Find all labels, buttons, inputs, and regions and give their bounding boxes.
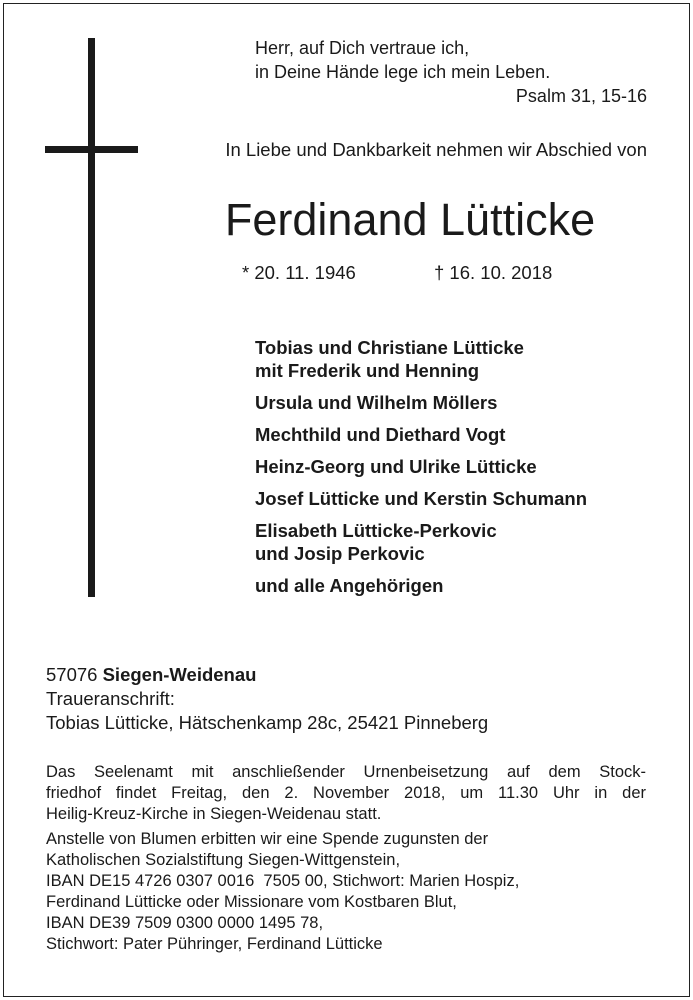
mourner-entry (255, 455, 587, 478)
mourner-entry (255, 519, 587, 565)
deceased-name: Ferdinand Lütticke (224, 194, 596, 245)
mourner-entry (255, 336, 587, 382)
mourner-line: Mechthild und Diethard Vogt (255, 424, 506, 445)
mourner-line: und Josip Perkovic (255, 543, 425, 564)
psalm-reference: Psalm 31, 15-16 (515, 86, 647, 106)
service-paragraph (46, 762, 646, 825)
service-line: Heilig-Kreuz-Kirche in Siegen-Weidenau statt. (46, 805, 382, 823)
death-date: † 16. 10. 2018 (434, 262, 553, 283)
service-line: Das Seelenamt mit anschließender Urnenbeisetzung auf dem Stock- (46, 763, 646, 781)
mourner-line: Elisabeth Lütticke-Perkovic (255, 520, 497, 541)
cross-vertical-bar (88, 38, 95, 597)
donation-paragraph (46, 829, 646, 955)
mourner-line: mit Frederik und Henning (255, 360, 480, 381)
mourner-entry (255, 423, 587, 446)
farewell-intro: In Liebe und Dankbarkeit nehmen wir Abschied von (225, 139, 647, 160)
psalm-line: in Deine Hände lege ich mein Leben. (255, 62, 551, 82)
birth-date: * 20. 11. 1946 (242, 262, 356, 283)
postcode: 57076 (46, 664, 98, 685)
donation-line: Anstelle von Blumen erbitten wir eine Spende zugunsten der (46, 830, 489, 848)
donation-line: Katholischen Sozialstiftung Siegen-Wittgenstein, (46, 851, 401, 869)
location-line (46, 663, 488, 687)
mourner-line: Ursula und Wilhelm Möllers (255, 392, 498, 413)
cross-horizontal-bar (45, 146, 138, 153)
donation-line: IBAN DE39 7509 0300 0000 1495 78, (46, 914, 324, 932)
psalm-quote (255, 36, 647, 108)
mourning-address: Tobias Lütticke, Hätschenkamp 28c, 25421 Pinneberg (46, 712, 489, 733)
mourner-line: und alle Angehörigen (255, 575, 444, 596)
address-block (46, 663, 488, 735)
mourner-entry (255, 487, 587, 510)
donation-line: IBAN DE15 4726 0307 0016 7505 00, Stichwort: Marien Hospiz, (46, 872, 520, 890)
mourner-line: Heinz-Georg und Ulrike Lütticke (255, 456, 537, 477)
address-label: Traueranschrift: (46, 688, 175, 709)
donation-line: Stichwort: Pater Pühringer, Ferdinand Lütticke (46, 935, 383, 953)
mourner-entry (255, 574, 587, 597)
place-name: Siegen-Weidenau (102, 664, 257, 685)
mourners-list (255, 336, 587, 606)
psalm-line: Herr, auf Dich vertraue ich, (255, 38, 470, 58)
mourner-entry (255, 391, 587, 414)
mourner-line: Tobias und Christiane Lütticke (255, 337, 524, 358)
mourner-line: Josef Lütticke und Kerstin Schumann (255, 488, 588, 509)
donation-line: Ferdinand Lütticke oder Missionare vom Kostbaren Blut, (46, 893, 457, 911)
service-line: friedhof findet Freitag, den 2. November 2018, um 11.30 Uhr in der (46, 784, 646, 802)
